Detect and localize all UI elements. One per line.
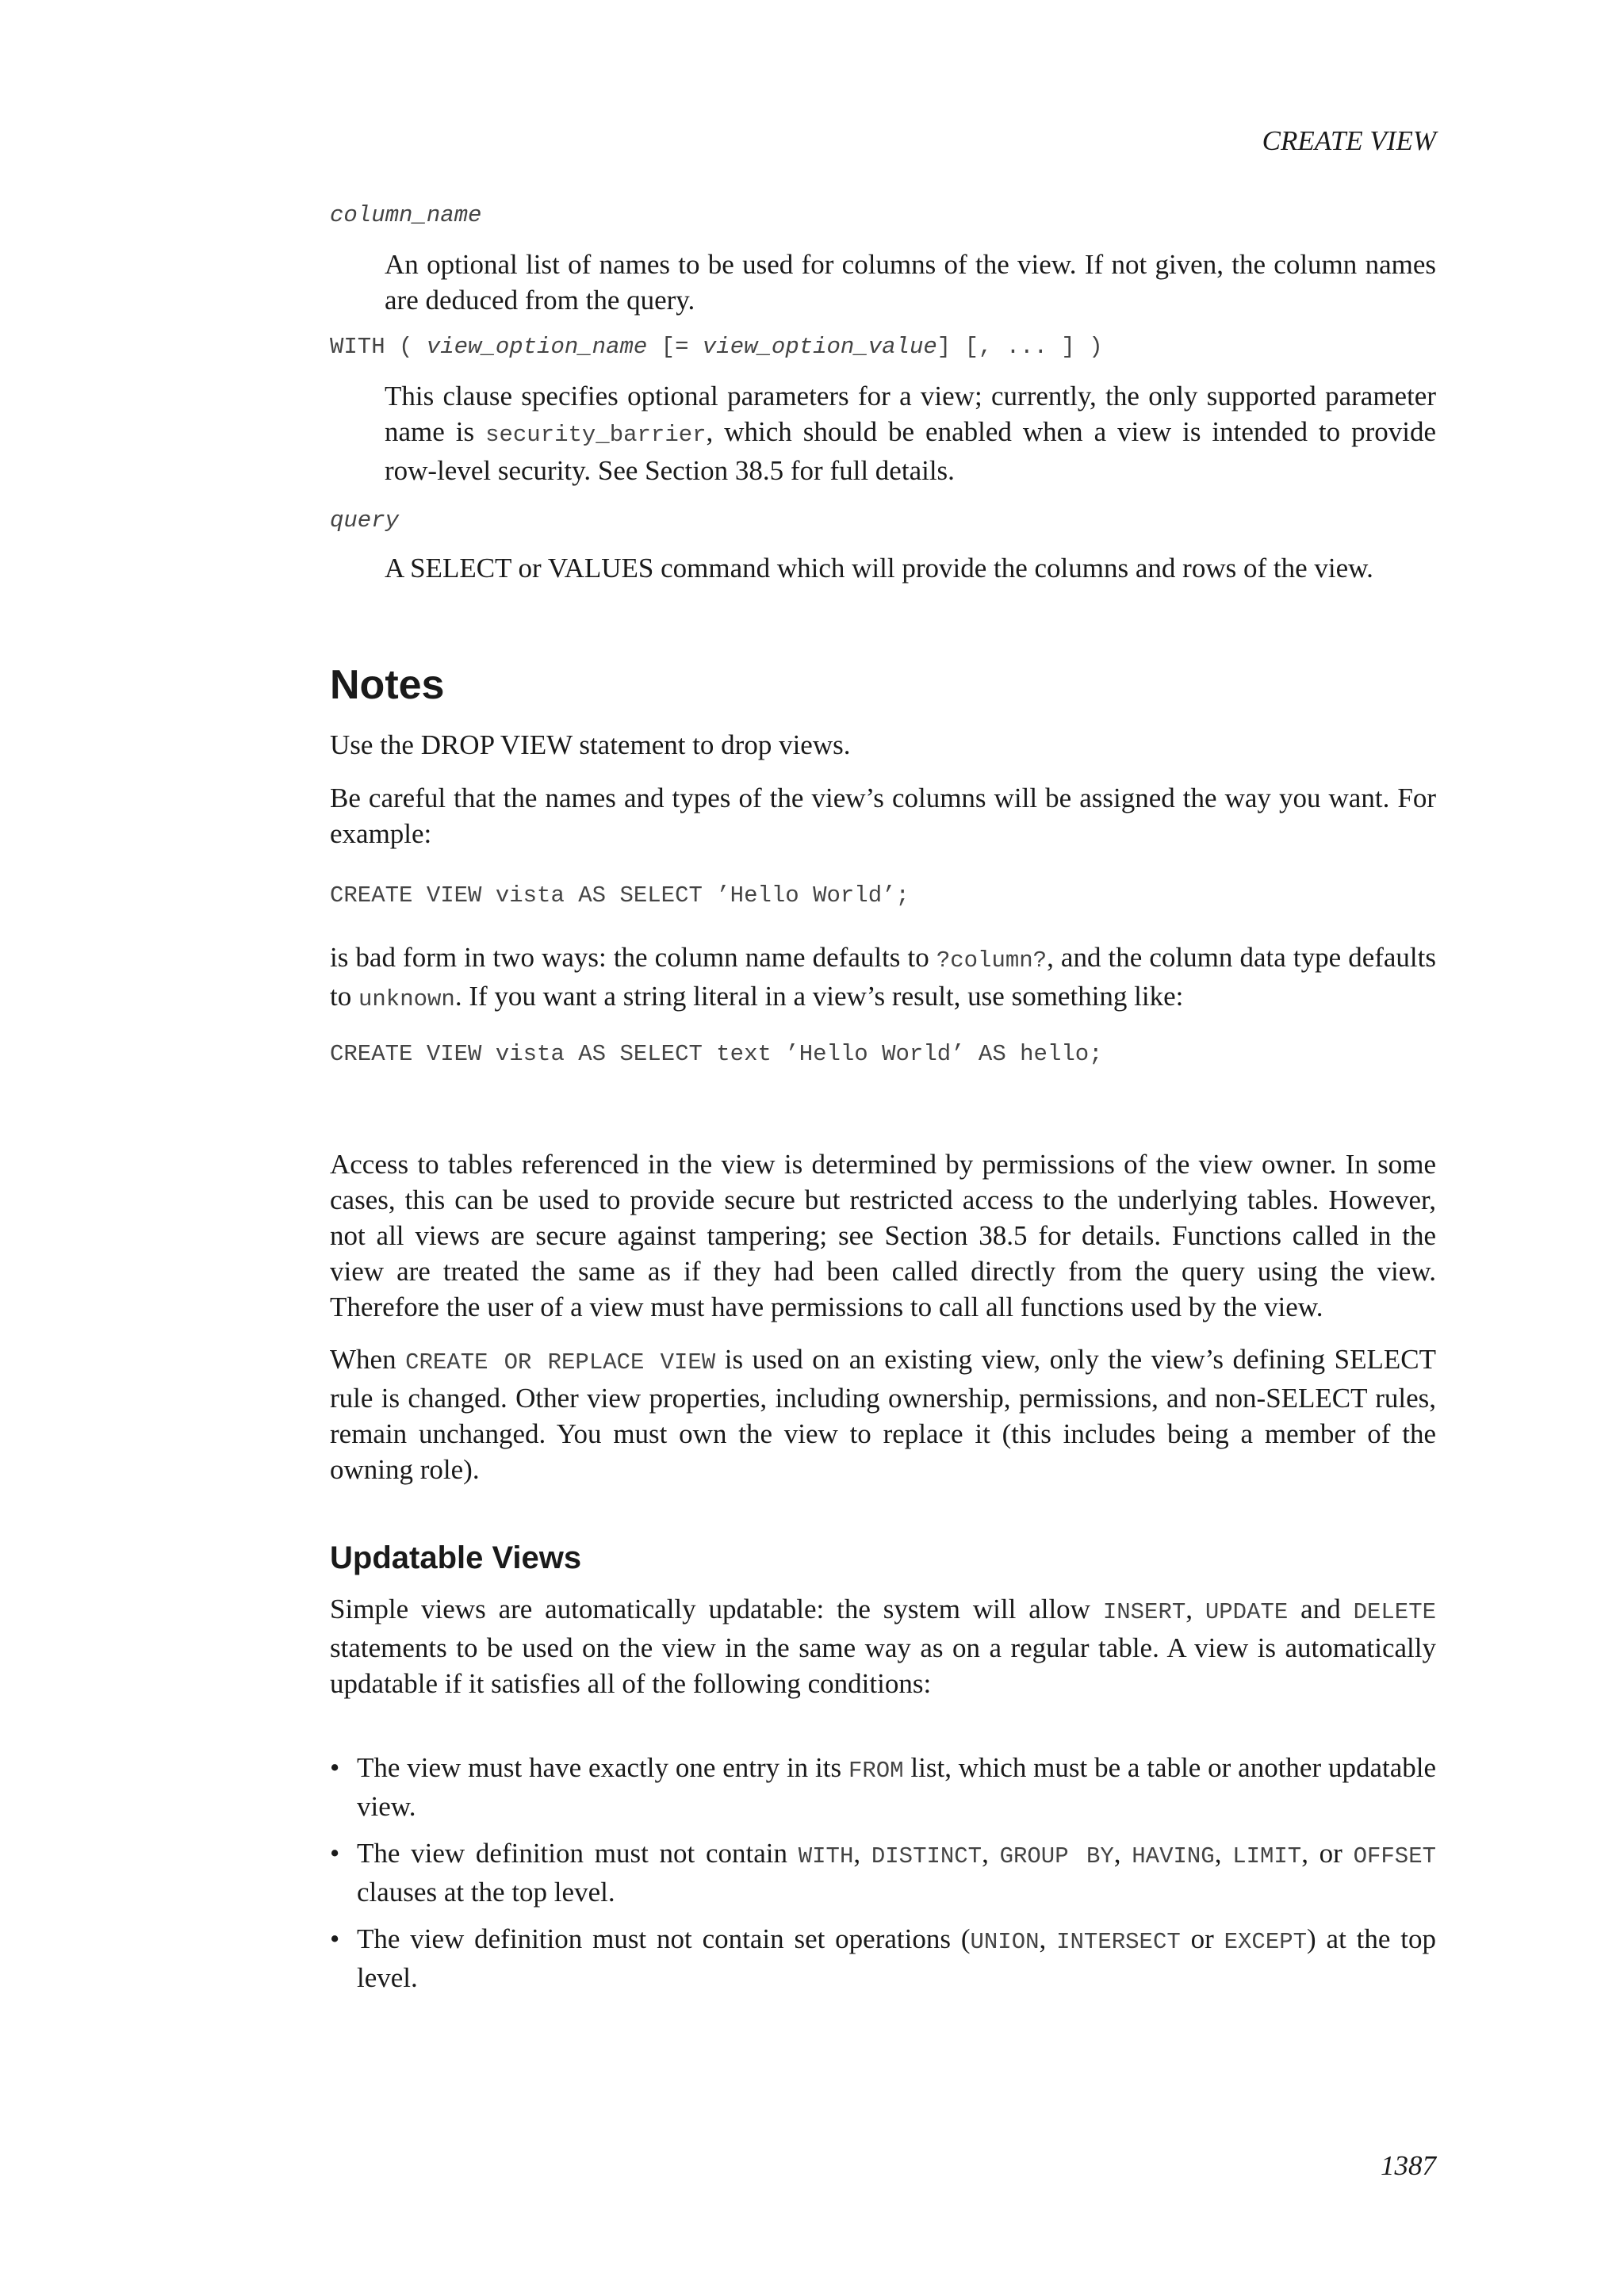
notes-paragraph-4: Access to tables referenced in the view is determined by permissions of the view owner. In some cases, this can be used to provide secure but restricted access to the underlying tables. However, not all views are secure against tampering; see Section 38.5 for details. Functions called in the view are treated the same as if they had been called directly from the query using the view. Therefore the user of a view must have permissions to call all functions used by the view. [330, 1149, 1436, 1322]
list-item-text: The view must have exactly one entry in its FROM list, which must be a table or another updatable view. [357, 1752, 1436, 1822]
notes-paragraph-2: Be careful that the names and types of the view’s columns will be assigned the way you want. For example: [330, 783, 1436, 849]
param-term-query: query [330, 507, 400, 534]
param-term-with: WITH ( view_option_name [= view_option_value] [, ... ] ) [330, 334, 1103, 360]
subsection-heading-updatable-views: Updatable Views [330, 1540, 582, 1575]
notes-paragraph-3: is bad form in two ways: the column name defaults to ?column?, and the column data type defaults to unknown. If you want a string literal in a view’s result, use something like: [330, 942, 1436, 1012]
notes-paragraph-5: When CREATE OR REPLACE VIEW is used on an existing view, only the view’s defining SELECT rule is changed. Other view properties, including ownership, permissions, and non-SELECT rules, remain unchanged. You must own the view to replace it (this includes being a member of the owning role). [330, 1344, 1436, 1485]
code-example-2: CREATE VIEW vista AS SELECT text ’Hello World’ AS hello; [330, 1041, 1103, 1067]
running-header: CREATE VIEW [1262, 125, 1436, 156]
list-item-text: The view definition must not contain WITH, DISTINCT, GROUP BY, HAVING, LIMIT, or OFFSET clauses at the top level. [357, 1838, 1436, 1908]
section-heading-notes: Notes [330, 662, 445, 708]
updatable-paragraph-1: Simple views are automatically updatable: the system will allow INSERT, UPDATE and DELETE statements to be used on the view in the same way as on a regular table. A view is automatically updatable if it satisfies all of the following conditions: [330, 1594, 1436, 1699]
page-number: 1387 [1381, 2150, 1436, 2181]
param-desc-query: A SELECT or VALUES command which will provide the columns and rows of the view. [385, 553, 1373, 584]
param-desc-with: This clause specifies optional parameters for a view; currently, the only supported parameter name is security_barrier, which should be enabled when a view is intended to provide row-level security. See Section 38.5 for full details. [385, 381, 1437, 486]
list-item-text: The view definition must not contain set operations (UNION, INTERSECT or EXCEPT) at the top level. [357, 1923, 1436, 1993]
param-term-column-name: column_name [330, 202, 482, 228]
bullet-icon: • [330, 1752, 340, 1783]
param-desc-column-name: An optional list of names to be used for columns of the view. If not given, the column names are deduced from the query. [385, 249, 1436, 316]
code-example-1: CREATE VIEW vista AS SELECT ’Hello World’; [330, 882, 910, 909]
notes-paragraph-1: Use the DROP VIEW statement to drop views. [330, 729, 851, 760]
bullet-icon: • [330, 1838, 340, 1869]
bullet-icon: • [330, 1923, 340, 1954]
